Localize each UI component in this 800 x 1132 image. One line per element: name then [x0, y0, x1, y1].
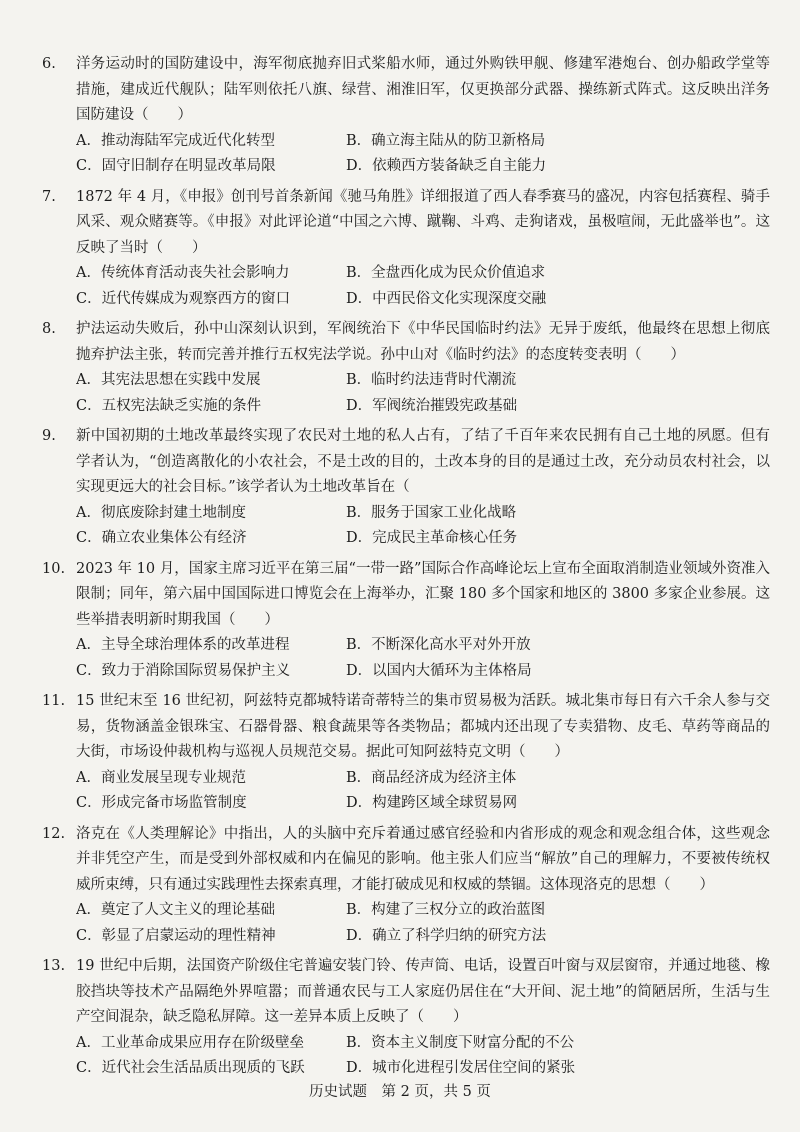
question-text: 新中国初期的土地改革最终实现了农民对土地的私人占有，了结了千百年来农民拥有自己土地的夙愿。但有学者认为，“创造离散化的小农社会，不是土改的目的，土改本身的目的是通过土改，充分动员农村社会，以实现更远大的社会目标。”该学者认为土地改革旨在（ — [76, 428, 770, 495]
question-stem — [42, 822, 770, 899]
option-d: D．完成民主革命核心任务 — [346, 530, 518, 546]
option-c: C．近代传媒成为观察西方的窗口 — [76, 290, 291, 307]
question-number: 12. — [42, 825, 66, 842]
question-number: 8. — [42, 321, 56, 337]
question-stem — [42, 689, 770, 766]
question-number: 10. — [42, 560, 66, 577]
question-text: 洛克在《人类理解论》中指出，人的头脑中充斥着通过感官经验和内省形成的观念和观念组合体，这些观念并非凭空产生，而是受到外部权威和内在偏见的影响。他主张人们应当“解放”自己的理解力，不要被传统权威所束缚，只有通过实践理性去探索真理，才能打破成见和权威的禁锢。这体现洛克的思想（ ） — [76, 825, 770, 893]
option-c: C．确立农业集体公有经济 — [76, 530, 247, 546]
option-grid — [76, 261, 770, 312]
option-a: A．传统体育活动丧失社会影响力 — [76, 265, 290, 281]
option-a: A．彻底废除封建土地制度 — [76, 504, 246, 521]
option-grid — [76, 501, 770, 552]
option-b: B．确立海主陆从的防卫新格局 — [346, 132, 546, 149]
question-text: 洋务运动时的国防建设中，海军彻底抛弃旧式桨船水师，通过外购铁甲舰、修建军港炮台、创办船政学堂等措施，建成近代舰队；陆军则依托八旗、绿营、湘淮旧军，仅更换部分武器、操练新式阵式。这反映出洋务国防建设（ ） — [76, 56, 770, 123]
question-number: 7. — [42, 188, 56, 205]
option-a: A．其宪法思想在实践中发展 — [76, 372, 261, 388]
option-c: C．固守旧制存在明显改革局限 — [76, 158, 276, 174]
option-c: C．五权宪法缺乏实施的条件 — [76, 397, 262, 414]
question-text: 19 世纪中后期，法国资产阶级住宅普遍安装门铃、传声筒、电话，设置百叶窗与双层窗帘，并通过地毯、橡胶挡块等技术产品隔绝外界喧嚣；而普通农民与工人家庭仍居住在“大开间、泥土地”的简陋居所，生活与生产空间混杂，缺乏隐私屏障。这一差异本质上反映了（ ） — [76, 958, 770, 1025]
question-11 — [42, 689, 770, 817]
question-number: 13. — [42, 958, 66, 974]
option-b: B．服务于国家工业化战略 — [346, 504, 517, 521]
option-c: C．形成完备市场监管制度 — [76, 795, 247, 811]
option-grid — [76, 633, 770, 684]
question-6 — [42, 52, 770, 180]
option-d: D．确立了科学归纳的研究方法 — [346, 927, 547, 944]
question-list — [42, 52, 770, 1082]
question-9 — [42, 424, 770, 552]
question-12 — [42, 822, 770, 950]
option-c: C．致力于消除国际贸易保护主义 — [76, 662, 291, 679]
option-a: A．主导全球治理体系的改革进程 — [76, 637, 290, 653]
option-b: B．不断深化高水平对外开放 — [346, 637, 531, 653]
question-stem — [42, 954, 770, 1031]
option-d: D．中西民俗文化实现深度交融 — [346, 290, 547, 307]
option-grid — [76, 766, 770, 817]
option-d: D．依赖西方装备缺乏自主能力 — [346, 158, 547, 174]
option-c: C．彰显了启蒙运动的理性精神 — [76, 927, 276, 944]
question-number: 9. — [42, 428, 56, 444]
question-text: 2023 年 10 月，国家主席习近平在第三届“一带一路”国际合作高峰论坛上宣布全面取消制造业领域外资准入限制；同年，第六届中国国际进口博览会在上海举办，汇聚 180 多个国家和地区的 3800 多家企业参展。这些举措表明新时期我国（ ） — [76, 560, 770, 628]
page-footer: 历史试题 第 2 页，共 5 页 — [309, 1084, 491, 1100]
option-a: A．推动海陆军完成近代化转型 — [76, 132, 275, 149]
option-d: D．构建跨区域全球贸易网 — [346, 795, 518, 811]
option-d: D．以国内大循环为主体格局 — [346, 662, 532, 679]
question-text: 护法运动失败后，孙中山深刻认识到，军阀统治下《中华民国临时约法》无异于废纸，他最终在思想上彻底抛弃护法主张，转而完善并推行五权宪法学说。孙中山对《临时约法》的态度转变表明（ ） — [76, 321, 770, 363]
option-b: B．构建了三权分立的政治蓝图 — [346, 902, 546, 918]
question-text: 15 世纪末至 16 世纪初，阿兹特克都城特诺奇蒂特兰的集市贸易极为活跃。城北集市每日有六千余人参与交易，货物涵盖金银珠宝、石器骨器、粮食蔬果等各类物品；都城内还出现了专卖猎物、皮毛、草药等商品的大街，市场设仲裁机构与巡视人员规范交易。据此可知阿兹特克文明（ ） — [76, 693, 770, 760]
option-a: A．奠定了人文主义的理论基础 — [76, 902, 275, 918]
question-stem — [42, 317, 770, 368]
question-13 — [42, 954, 770, 1082]
option-b: B．全盘西化成为民众价值追求 — [346, 265, 546, 281]
question-number: 11. — [42, 693, 66, 709]
option-b: B．商品经济成为经济主体 — [346, 769, 517, 786]
option-d: D．城市化进程引发居住空间的紧张 — [346, 1060, 576, 1076]
option-grid — [76, 129, 770, 180]
option-grid — [76, 368, 770, 419]
question-8 — [42, 317, 770, 419]
option-a: A．商业发展呈现专业规范 — [76, 769, 246, 786]
question-text: 1872 年 4 月，《申报》创刊号首条新闻《驰马角胜》详细报道了西人春季赛马的盛况，内容包括赛程、骑手风采、观众赌赛等。《申报》对此评论道“中国之六博、蹴鞠、斗鸡、走狗诸戏，虽极喧闹，无此盛举也”。这反映了当时（ ） — [76, 188, 770, 256]
question-stem — [42, 185, 770, 262]
option-c: C．近代社会生活品质出现质的飞跃 — [76, 1060, 305, 1076]
question-number: 6. — [42, 56, 56, 72]
question-stem — [42, 424, 770, 501]
question-stem — [42, 557, 770, 634]
question-stem — [42, 52, 770, 129]
option-b: B．临时约法违背时代潮流 — [346, 372, 517, 388]
option-a: A．工业革命成果应用存在阶级壁垒 — [76, 1034, 304, 1051]
option-d: D．军阀统治摧毁宪政基础 — [346, 397, 518, 414]
option-b: B．资本主义制度下财富分配的不公 — [346, 1034, 575, 1051]
option-grid — [76, 898, 770, 949]
question-10 — [42, 557, 770, 685]
option-grid — [76, 1031, 770, 1082]
question-7 — [42, 185, 770, 313]
